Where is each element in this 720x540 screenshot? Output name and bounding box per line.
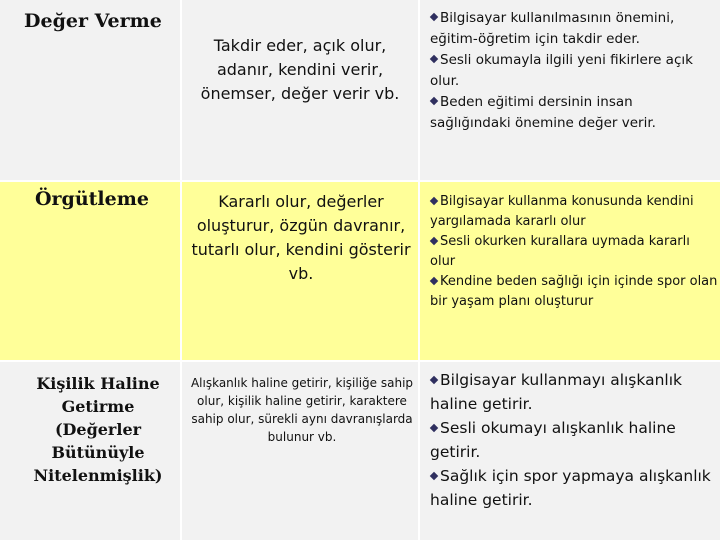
- level-cell: [0, 0, 180, 180]
- level-label: Değer Verme: [24, 10, 162, 32]
- list-item: Sesli okumayı alışkanlık haline getirir.: [430, 419, 676, 461]
- behavior-verbs: Alışkanlık haline getirir, kişiliğe sahip olur, kişilik haline getirir, karaktere sahip olur, sürekli aynı davranışlarda bulunur vb.: [190, 376, 414, 444]
- list-item: Kendine beden sağlığı için içinde spor olan bir yaşam planı oluşturur: [430, 274, 718, 309]
- diamond-bullet-icon: [430, 13, 438, 21]
- diamond-bullet-icon: [430, 97, 438, 105]
- diamond-bullet-icon: [430, 196, 438, 204]
- behavior-verbs: Kararlı olur, değerler oluşturur, özgün davranır, tutarlı olur, kendini gösterir vb.: [191, 192, 411, 283]
- diamond-bullet-icon: [430, 236, 438, 244]
- list-item: Bilgisayar kullanma konusunda kendini yargılamada kararlı olur: [430, 194, 694, 229]
- list-item: Beden eğitimi dersinin insan sağlığındaki önemine değer verir.: [430, 94, 656, 131]
- list-item: Sesli okurken kurallara uymada kararlı olur: [430, 234, 690, 269]
- diamond-bullet-icon: [430, 471, 438, 479]
- list-item: Sağlık için spor yapmaya alışkanlık haline getirir.: [430, 467, 711, 509]
- level-label: Örgütleme: [35, 188, 149, 210]
- example-list: [430, 368, 716, 512]
- diamond-bullet-icon: [430, 55, 438, 63]
- diamond-bullet-icon: [430, 423, 438, 431]
- example-list: [430, 192, 718, 312]
- column-divider: [180, 0, 182, 540]
- example-list: [430, 8, 716, 134]
- list-item: Sesli okumayla ilgili yeni fikirlere açık olur.: [430, 52, 693, 89]
- list-item: Bilgisayar kullanmayı alışkanlık haline getirir.: [430, 371, 682, 413]
- diamond-bullet-icon: [430, 375, 438, 383]
- diamond-bullet-icon: [430, 276, 438, 284]
- column-divider: [418, 0, 420, 540]
- behavior-verbs: Takdir eder, açık olur, adanır, kendini verir, önemser, değer verir vb.: [200, 36, 400, 103]
- level-label: Kişilik Haline Getirme (Değerler Bütünüyle Nitelenmişlik): [33, 374, 163, 485]
- list-item: Bilgisayar kullanılmasının önemini, eğitim-öğretim için takdir eder.: [430, 10, 675, 47]
